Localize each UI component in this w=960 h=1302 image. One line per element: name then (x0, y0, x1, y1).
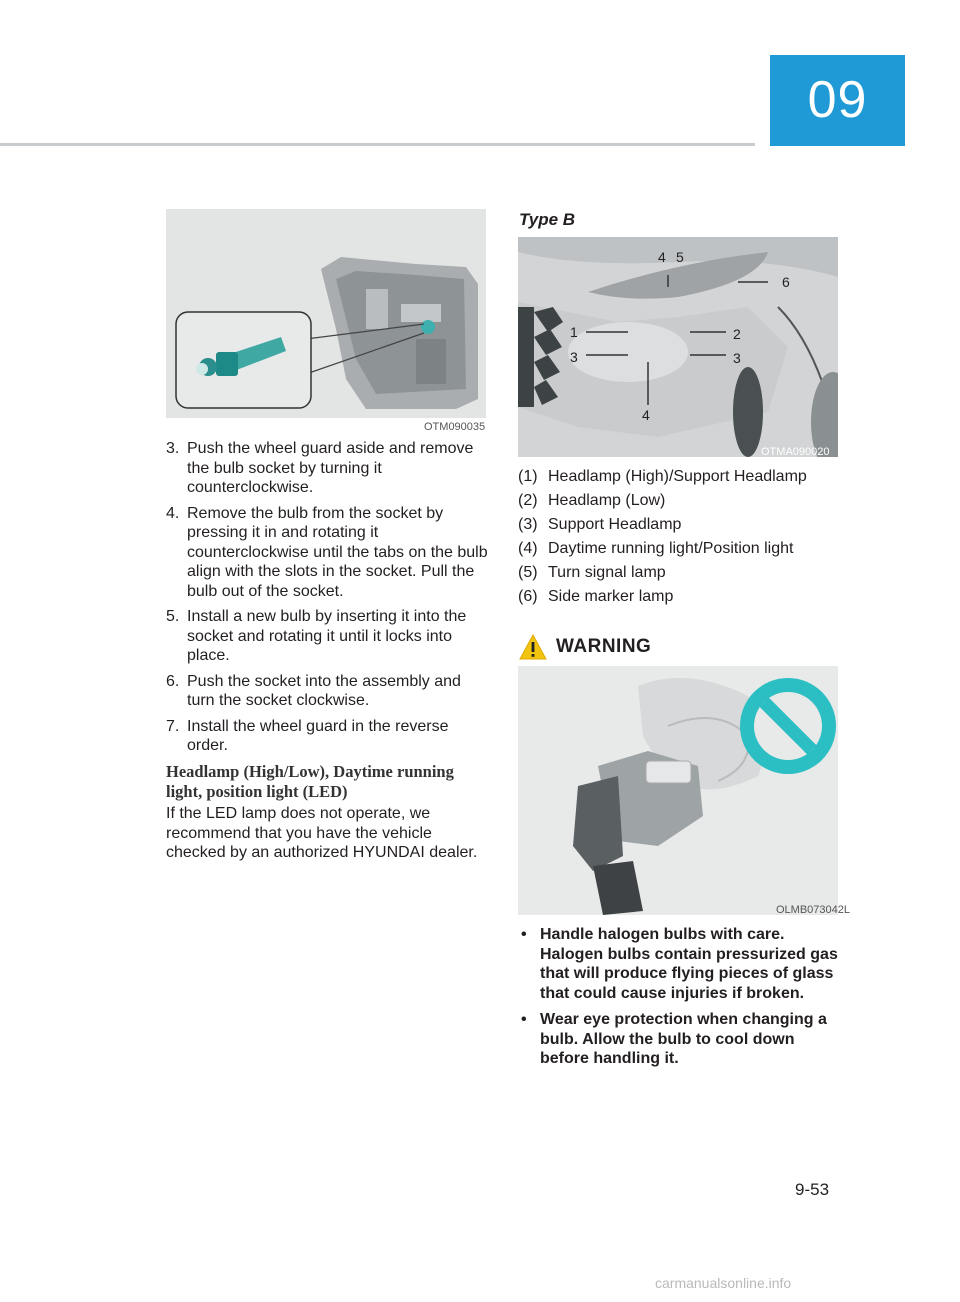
callout-label: 3 (570, 349, 578, 365)
section-heading: Headlamp (High/Low), Daytime running light, position light (LED) (166, 762, 454, 801)
figure-code: OTMA090020 (761, 446, 830, 458)
list-item: 4. Remove the bulb from the socket by pressing it in and rotating it counterclockwise until the tabs on the bulb align with the slots in the socket. Pull the bulb out of the socket. (166, 504, 488, 600)
callout-label: 1 (570, 324, 578, 340)
section-body: If the LED lamp does not operate, we recommend that you have the vehicle checked by an authorized HYUNDAI dealer. (166, 805, 478, 861)
callout-label: 6 (782, 274, 790, 290)
watermark: carmanualsonline.info (655, 1275, 792, 1291)
list-item: 7. Install the wheel guard in the reverse order. (166, 717, 449, 754)
socket-figure (166, 209, 486, 418)
list-item: (3) Support Headlamp (518, 516, 682, 534)
list-item: 3. Push the wheel guard aside and remove the bulb socket by turning it counterclockwise. (166, 440, 474, 496)
warning-triangle-icon (519, 634, 547, 660)
callout-label: 2 (733, 326, 741, 342)
list-item: • Handle halogen bulbs with care. Halogen bulbs contain pressurized gas that will produce flying pieces of glass that could cause injuries if broken. (521, 926, 838, 1002)
figure-code: OTM090035 (424, 421, 486, 433)
list-item: • Wear eye protection when changing a bulb. Allow the bulb to cool down before handling it. (521, 1011, 827, 1067)
warning-heading (519, 634, 651, 660)
list-item: (6) Side marker lamp (518, 588, 674, 606)
page-number: 9-53 (795, 1180, 830, 1199)
callout-label: 4 (642, 407, 650, 423)
headlamp-figure (518, 237, 838, 457)
list-item: (4) Daytime running light/Position light (518, 540, 794, 558)
chapter-tab: 09 (770, 55, 905, 146)
socket-illustration (166, 209, 486, 418)
figure-code: OLMB073042L (776, 904, 850, 916)
callout-label: 3 (733, 350, 741, 366)
warning-label: WARNING (556, 636, 652, 657)
callout-label: 5 (676, 249, 684, 265)
header-rule (0, 143, 755, 146)
legend-list (518, 467, 848, 612)
list-item: (1) Headlamp (High)/Support Headlamp (518, 468, 807, 485)
callout-label: 4 (658, 249, 666, 265)
list-item: 5. Install a new bulb by inserting it into the socket and rotating it until it locks into place. (166, 608, 467, 664)
steps-list (166, 439, 491, 762)
headlamp-illustration (518, 237, 838, 457)
list-item: (2) Headlamp (Low) (518, 492, 666, 510)
warning-bullets (519, 925, 839, 1076)
list-item: (5) Turn signal lamp (518, 564, 666, 582)
type-b-title: Type B (519, 210, 576, 229)
list-item: 6. Push the socket into the assembly and turn the socket clockwise. (166, 672, 461, 709)
halogen-bulb-figure (518, 666, 838, 915)
halogen-bulb-illustration (518, 666, 838, 915)
